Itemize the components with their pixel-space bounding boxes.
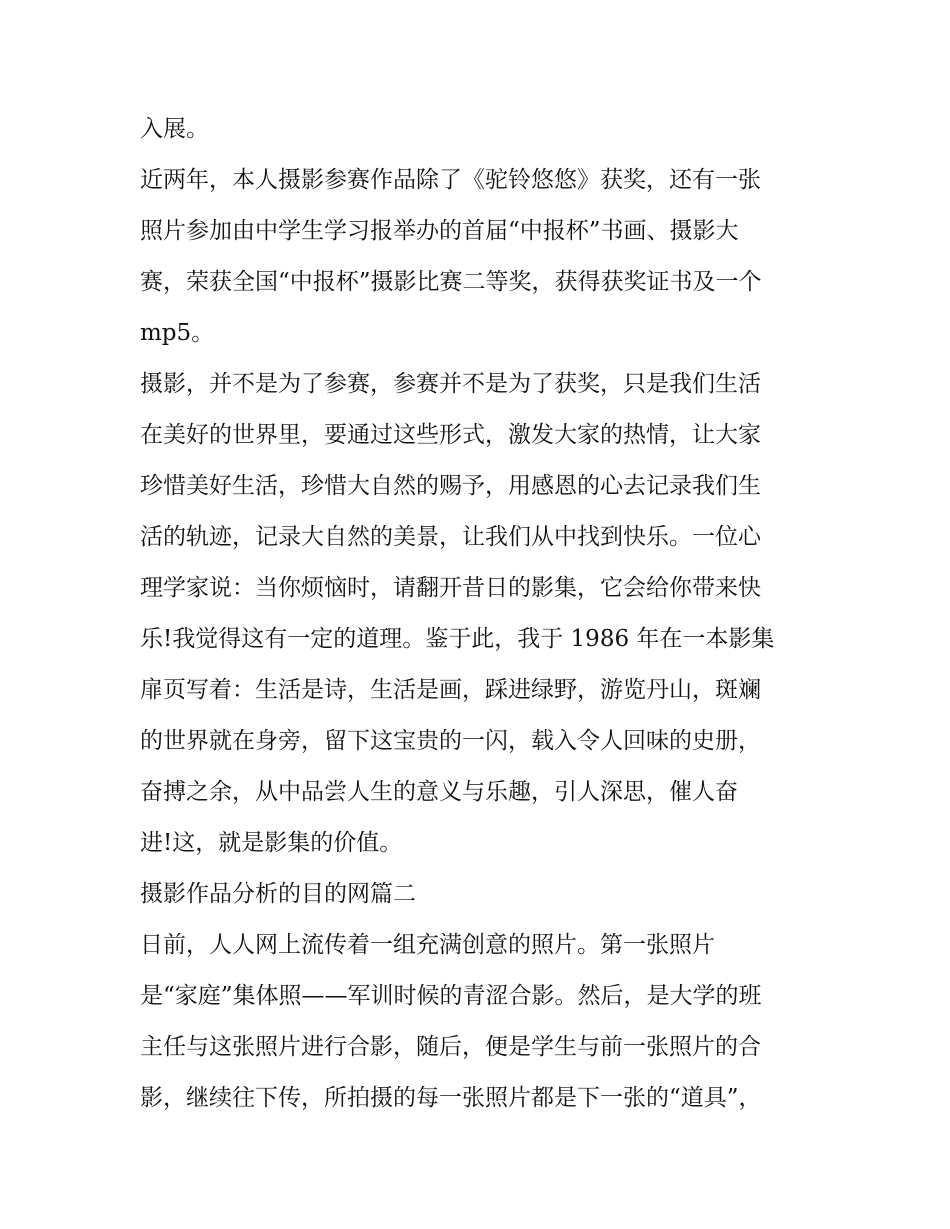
text-line: 进!这，就是影集的价值。 <box>140 830 403 856</box>
text-line: 的世界就在身旁，留下这宝贵的一闪，载入令人回味的史册， <box>140 728 761 754</box>
text-line: 奋搏之余，从中品尝人生的意义与乐趣，引人深思，催人奋 <box>140 779 738 805</box>
text-line: 主任与这张照片进行合影，随后，便是学生与前一张照片的合 <box>140 1034 761 1060</box>
text-line: 近两年，本人摄影参赛作品除了《驼铃悠悠》获奖，还有一张 <box>140 167 761 193</box>
text-line: 照片参加由中学生学习报举办的首届“中报杯”书画、摄影大 <box>140 218 739 244</box>
text-line: 日前，人人网上流传着一组充满创意的照片。第一张照片 <box>140 932 715 958</box>
text-line: 理学家说：当你烦恼时，请翻开昔日的影集，它会给你带来快 <box>140 575 761 601</box>
section-heading: 摄影作品分析的目的网篇二 <box>140 881 416 907</box>
text-line: 珍惜美好生活，珍惜大自然的赐予，用感恩的心去记录我们生 <box>140 473 761 499</box>
text-line: mp5。 <box>140 320 215 346</box>
text-line: 入展。 <box>140 116 209 142</box>
text-line: 是“家庭”集体照——军训时候的青涩合影。然后，是大学的班 <box>140 983 762 1009</box>
text-line: 在美好的世界里，要通过这些形式，激发大家的热情，让大家 <box>140 422 761 448</box>
text-line: 乐!我觉得这有一定的道理。鉴于此，我于 1986 年在一本影集 <box>140 626 775 652</box>
text-line: 赛，荣获全国“中报杯”摄影比赛二等奖，获得获奖证书及一个 <box>140 269 762 295</box>
text-line: 活的轨迹，记录大自然的美景，让我们从中找到快乐。一位心 <box>140 524 761 550</box>
text-line: 摄影，并不是为了参赛，参赛并不是为了获奖，只是我们生活 <box>140 371 761 397</box>
body-text <box>140 104 820 1124</box>
text-line: 影，继续往下传，所拍摄的每一张照片都是下一张的“道具”， <box>140 1085 762 1111</box>
text-line: 扉页写着：生活是诗，生活是画，踩进绿野，游览丹山，斑斓 <box>140 677 761 703</box>
